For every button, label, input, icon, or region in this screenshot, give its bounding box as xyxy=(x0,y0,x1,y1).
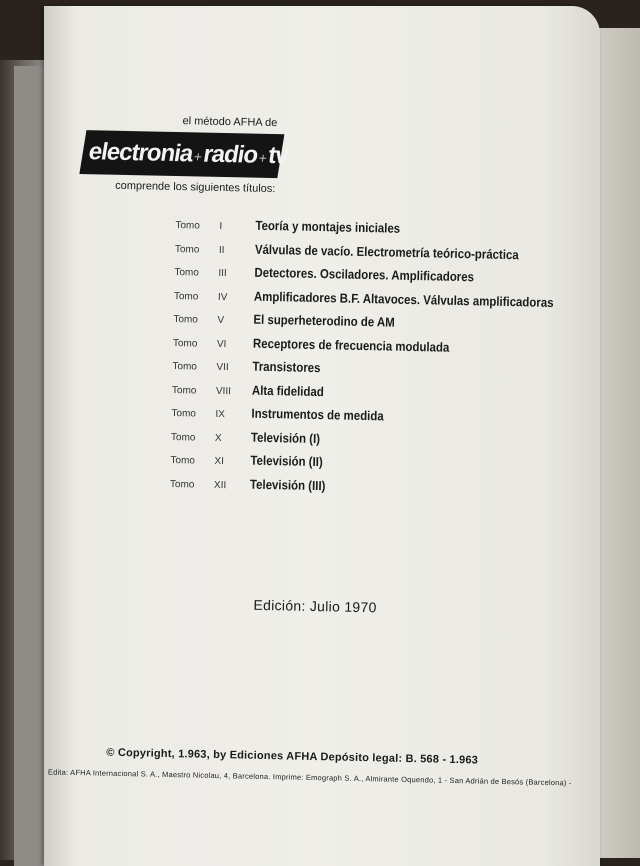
toc-volume-title: Televisión (II) xyxy=(250,452,323,470)
toc-label: Tomo xyxy=(170,431,196,443)
series-banner xyxy=(79,130,290,178)
toc-label: Tomo xyxy=(175,220,200,232)
toc-volume-number: VII xyxy=(216,361,229,374)
banner-word-electronia: electronia xyxy=(86,138,195,168)
intro-text: el método AFHA de xyxy=(182,115,278,130)
toc-label: Tomo xyxy=(172,337,198,350)
toc-label: Tomo xyxy=(172,360,198,373)
toc-volume-title: Alta fidelidad xyxy=(251,382,324,399)
copyright-text: © Copyright, 1.963, by Ediciones AFHA Depósito legal: B. 568 - 1.963 xyxy=(106,746,479,767)
toc-volume-title: Válvulas de vacío. Electrometría teórico-práctica xyxy=(254,241,519,262)
toc-volume-number: X xyxy=(214,432,222,444)
toc-volume-title: Detectores. Osciladores. Amplificadores xyxy=(254,264,475,285)
toc-label: Tomo xyxy=(174,243,200,256)
imprint-text: Edita: AFHA Internacional S. A., Maestro Nicolau, 4, Barcelona. Imprime: Emograph S. A., Almirante Oquendo, 1 - San Adrián de Besós (Barcelona) - xyxy=(47,767,572,788)
toc-volume-number: VIII xyxy=(215,385,232,397)
toc-volume-title: Televisión (III) xyxy=(249,476,326,493)
toc-label: Tomo xyxy=(173,314,198,326)
toc-volume-number: IX xyxy=(215,408,226,421)
toc-volume-number: XII xyxy=(213,479,227,491)
toc-volume-title: Transistores xyxy=(252,358,321,376)
toc-label: Tomo xyxy=(171,407,197,420)
toc-label: Tomo xyxy=(169,478,195,490)
banner-plus: + xyxy=(257,149,268,166)
toc-volume-title: Televisión (I) xyxy=(250,429,321,446)
edition-text: Edición: Julio 1970 xyxy=(253,596,377,616)
banner-word-radio: radio xyxy=(201,140,260,169)
toc-label: Tomo xyxy=(171,384,197,397)
toc-volume-title: Instrumentos de medida xyxy=(251,405,384,424)
banner-word-tv: tv xyxy=(266,142,290,170)
toc-volume-title: Amplificadores B.F. Altavoces. Válvulas amplificadoras xyxy=(253,288,554,310)
toc-volume-title: El superheterodino de AM xyxy=(253,311,395,330)
toc-label: Tomo xyxy=(174,267,199,279)
toc-volume-title: Receptores de frecuencia modulada xyxy=(252,335,450,355)
toc-volume-number: XI xyxy=(214,455,225,468)
toc-volume-number: VI xyxy=(216,338,227,350)
toc-volume-number: II xyxy=(218,244,225,256)
banner-plus: + xyxy=(192,148,203,165)
toc-label: Tomo xyxy=(170,454,196,467)
toc-volume-number: V xyxy=(217,314,225,327)
toc-volume-number: I xyxy=(219,220,223,233)
subtitle-text: comprende los siguientes títulos: xyxy=(115,179,276,196)
toc-volume-number: III xyxy=(218,267,227,280)
toc-volume-title: Teoría y montajes iniciales xyxy=(255,217,401,236)
toc-label: Tomo xyxy=(173,290,199,303)
toc-volume-number: IV xyxy=(217,291,228,303)
